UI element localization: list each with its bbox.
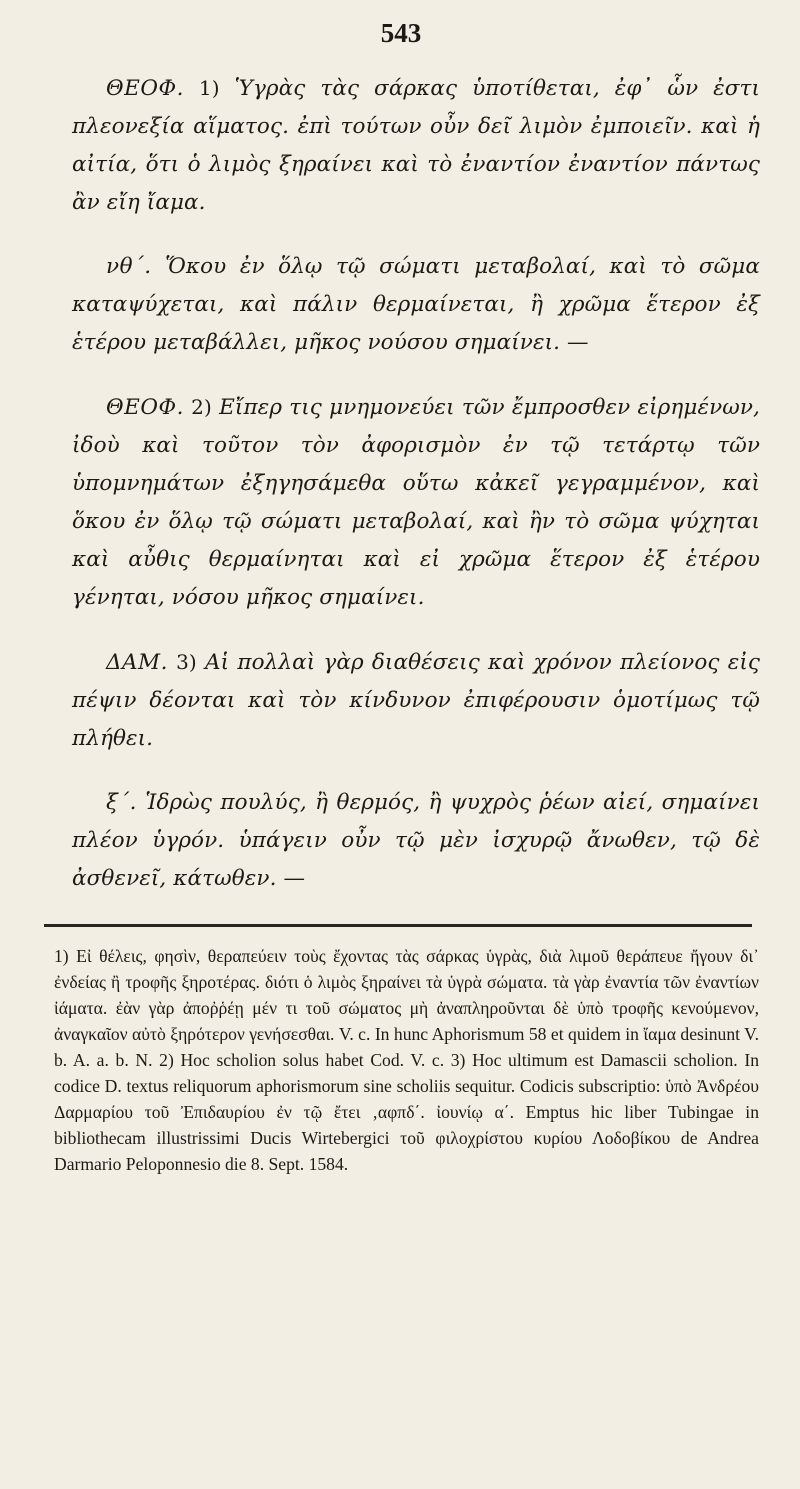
paragraph-lead: ΘΕΟΦ. xyxy=(106,76,184,101)
paragraph-text: Αἱ πολλαὶ γὰρ διαθέσεις καὶ χρόνον πλείονος εἰς πέψιν δέονται καὶ τὸν κίνδυνον ἐπιφέρουσιν ὁμοτίμως τῷ πλήθει. xyxy=(72,650,761,751)
page-number: 543 xyxy=(380,18,422,48)
paragraph-lead: ξ΄. xyxy=(106,790,137,815)
paragraph-theoph-1 xyxy=(72,69,760,222)
aphorism-59 xyxy=(72,248,760,362)
paragraph-text: Ὅκου ἐν ὅλῳ τῷ σώματι μεταβολαί, καὶ τὸ σῶμα καταψύχεται, καὶ πάλιν θερμαίνεται, ἢ χρῶμα ἕτερον ἐξ ἑτέρου μεταβάλλει, μῆκος νούσου σημαίνει. — xyxy=(72,254,760,355)
footnote-ref: 3) xyxy=(176,650,197,674)
paragraph-theoph-2 xyxy=(72,388,760,617)
paragraph-lead: ΔΑΜ. xyxy=(106,650,168,675)
footnotes-text: 1) Εἰ θέλεις, φησὶν, θεραπεύειν τοὺς ἔχοντας τὰς σάρκας ὑγρὰς, διὰ λιμοῦ θεράπευε ἤγουν δι᾽ ἐνδείας ἢ τροφῆς ξηροτέρας. διότι ὁ λιμὸς ξηραίνει τὰ ὑγρὰ σώματα. τὰ γὰρ ἐναντία τῶν ἐναντίων ἰάματα. ἐὰν γὰρ ἀποῤῥέῃ μέν τι τοῦ σώματος μὴ ἀναπληροῦνται δὲ ὑπὸ τροφῆς κενούμενον, ἀναγκαῖον αὐτὸ ξηρότερον γενήσεσθαι. V. c. In hunc Aphorismum 58 et quidem in ἴαμα desinunt V. b. A. a. b. N. 2) Hoc scholion solus habet Cod. V. c. 3) Hoc ultimum est Damascii scholion. In codice D. textus reliquorum aphorismorum sine scholiis sequitur. Codicis subscriptio: ὑπὸ Ἀνδρέου Δαρμαρίου τοῦ Ἐπιδαυρίου ἐν τῷ ἔτει ‚αφπδ΄. ἰουνίῳ α΄. Emptus hic liber Tubingae in bibliothecam illustrissimi Ducis Wirtebergici τοῦ φιλοχρίστου κυρίου Λοδοβίκου de Andrea Darmario Peloponnesio die 8. Sept. 1584. xyxy=(54,946,759,1174)
aphorism-60 xyxy=(72,784,760,898)
paragraph-lead: νθ΄. xyxy=(106,254,152,279)
paragraph-text: Ἱδρὼς πουλύς, ἢ θερμός, ἢ ψυχρὸς ῥέων αἰεί, σημαίνει πλέον ὑγρόν. ὑπάγειν οὖν τῷ μὲν ἰσχυρῷ ἄνωθεν, τῷ δὲ ἀσθενεῖ, κάτωθεν. — xyxy=(72,790,760,891)
footnotes xyxy=(54,943,759,1177)
paragraph-text: Ὑγρὰς τὰς σάρκας ὑποτίθεται, ἐφ᾽ ὧν ἐστι πλεονεξία αἵματος. ἐπὶ τούτων οὖν δεῖ λιμὸν ἐμποιεῖν. καὶ ἡ αἰτία, ὅτι ὁ λιμὸς ξηραίνει καὶ τὸ ἐναντίον ἐναντίον πάντως ἂν εἴη ἴαμα. xyxy=(72,76,761,215)
paragraph-dam-3 xyxy=(72,643,760,758)
footnote-ref: 1) xyxy=(198,76,220,100)
paragraph-lead: ΘΕΟΦ. xyxy=(106,395,184,420)
footnote-ref: 2) xyxy=(191,395,212,419)
footnote-separator-rule xyxy=(44,924,752,927)
paragraph-text: Εἴπερ τις μνημονεύει τῶν ἔμπροσθεν εἰρημένων, ἰδοὺ καὶ τοῦτον τὸν ἀφορισμὸν ἐν τῷ τετάρτῳ τῶν ὑπομνημάτων ἐξηγησάμεθα οὕτω κἀκεῖ γεγραμμένον, καὶ ὅκου ἐν ὅλῳ τῷ σώματι μεταβολαί, καὶ ἢν τὸ σῶμα ψύχηται καὶ αὖθις θερμαίνηται καὶ εἰ χρῶμα ἕτερον ἐξ ἑτέρου γένηται, νόσου μῆκος σημαίνει. xyxy=(72,395,760,610)
